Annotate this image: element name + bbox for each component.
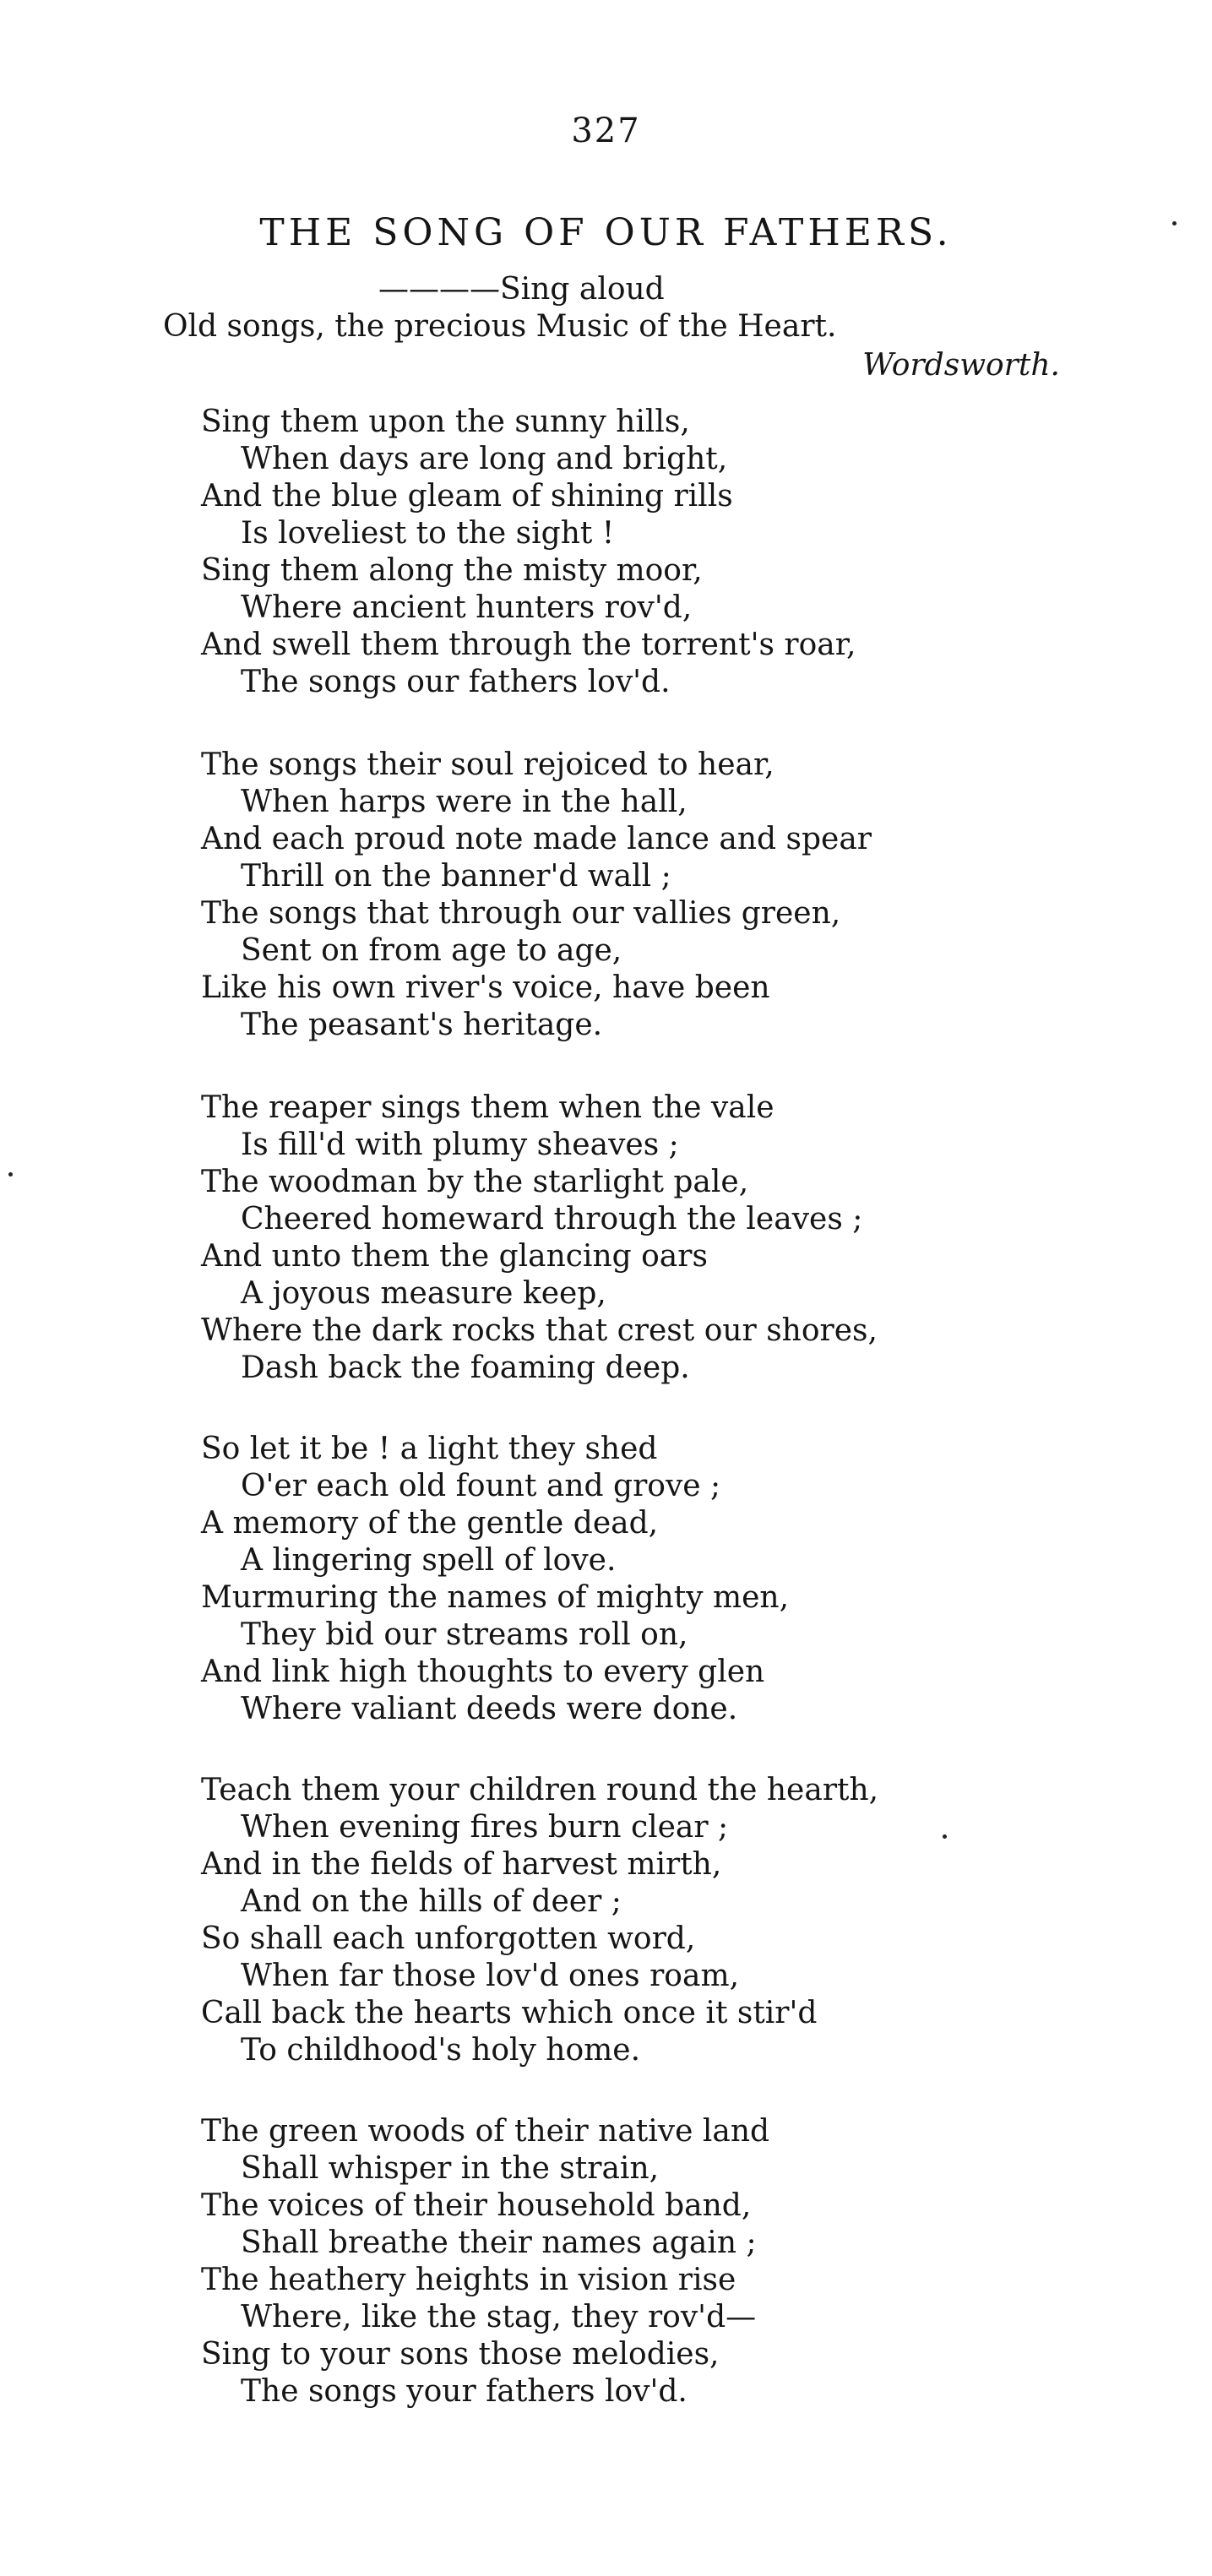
epigraph-line: ————Sing aloud: [378, 272, 665, 307]
poem-line: A memory of the gentle dead,: [201, 1506, 659, 1541]
poem-line: The songs your fathers lov'd.: [241, 2374, 688, 2409]
poem-line: The peasant's heritage.: [241, 1008, 603, 1042]
poem-line: Cheered homeward through the leaves ;: [241, 1202, 863, 1236]
poem-line: The green woods of their native land: [201, 2114, 770, 2149]
poem-line: To childhood's holy home.: [241, 2033, 641, 2068]
poem-line: The songs our fathers lov'd.: [241, 665, 671, 699]
poem-line: And swell them through the torrent's roar,: [201, 628, 856, 662]
poem-line: Like his own river's voice, have been: [201, 970, 770, 1005]
poem-line: The songs that through our vallies green,: [201, 896, 841, 931]
epigraph-author: Wordsworth.: [862, 348, 1060, 383]
poem-line: When far those lov'd ones roam,: [241, 1959, 740, 1993]
poem-line: O'er each old fount and grove ;: [241, 1469, 721, 1503]
poem-line: The songs their soul rejoiced to hear,: [201, 747, 774, 782]
poem-line: A joyous measure keep,: [241, 1276, 606, 1311]
poem-line: Sing to your sons those melodies,: [201, 2337, 720, 2372]
poem-line: And the blue gleam of shining rills: [201, 479, 733, 514]
poem-line: When harps were in the hall,: [241, 785, 688, 819]
poem-line: They bid our streams roll on,: [241, 1617, 688, 1652]
poem-line: The woodman by the starlight pale,: [201, 1165, 749, 1199]
poem-line: Where the dark rocks that crest our shores,: [201, 1313, 878, 1348]
poem-line: A lingering spell of love.: [241, 1543, 617, 1578]
poem-line: And each proud note made lance and spear: [201, 822, 872, 856]
poem-line: Thrill on the banner'd wall ;: [241, 859, 671, 894]
poem-line: Murmuring the names of mighty men,: [201, 1580, 790, 1615]
poem-line: The voices of their household band,: [201, 2188, 752, 2223]
poem-line: Where valiant deeds were done.: [241, 1692, 738, 1726]
poem-line: The heathery heights in vision rise: [201, 2263, 736, 2297]
poem-line: When evening fires burn clear ;: [241, 1810, 729, 1845]
poem-line: And on the hills of deer ;: [241, 1884, 622, 1919]
poem-line: Is fill'd with plumy sheaves ;: [241, 1128, 679, 1162]
poem-line: Sing them upon the sunny hills,: [201, 405, 690, 439]
poem-line: The reaper sings them when the vale: [201, 1090, 774, 1125]
poem-title: THE SONG OF OUR FATHERS.: [259, 211, 953, 254]
poem-line: And in the fields of harvest mirth,: [201, 1847, 722, 1882]
poem-line: And link high thoughts to every glen: [201, 1655, 765, 1689]
ink-speck: [1172, 221, 1177, 226]
poem-line: So shall each unforgotten word,: [201, 1921, 696, 1956]
poem-line: Is loveliest to the sight !: [241, 516, 615, 551]
poem-line: So let it be ! a light they shed: [201, 1432, 658, 1466]
poem-line: Sing them along the misty moor,: [201, 553, 703, 588]
epigraph-line: Old songs, the precious Music of the Heart.: [163, 309, 837, 344]
poem-line: Dash back the foaming deep.: [241, 1350, 690, 1385]
poem-line: Teach them your children round the hearth,: [201, 1773, 879, 1807]
poem-line: Sent on from age to age,: [241, 933, 622, 968]
poem-line: When days are long and bright,: [241, 442, 728, 476]
poem-line: Shall breathe their names again ;: [241, 2225, 757, 2260]
poem-line: Where ancient hunters rov'd,: [241, 590, 693, 625]
poem-line: Where, like the stag, they rov'd—: [241, 2300, 757, 2334]
ink-speck: [8, 1172, 13, 1177]
page-number: 327: [571, 111, 641, 150]
ink-speck: [943, 1834, 947, 1839]
poem-line: Shall whisper in the strain,: [241, 2151, 660, 2186]
poem-line: Call back the hearts which once it stir'd: [201, 1996, 818, 2030]
poem-line: And unto them the glancing oars: [201, 1239, 708, 1274]
